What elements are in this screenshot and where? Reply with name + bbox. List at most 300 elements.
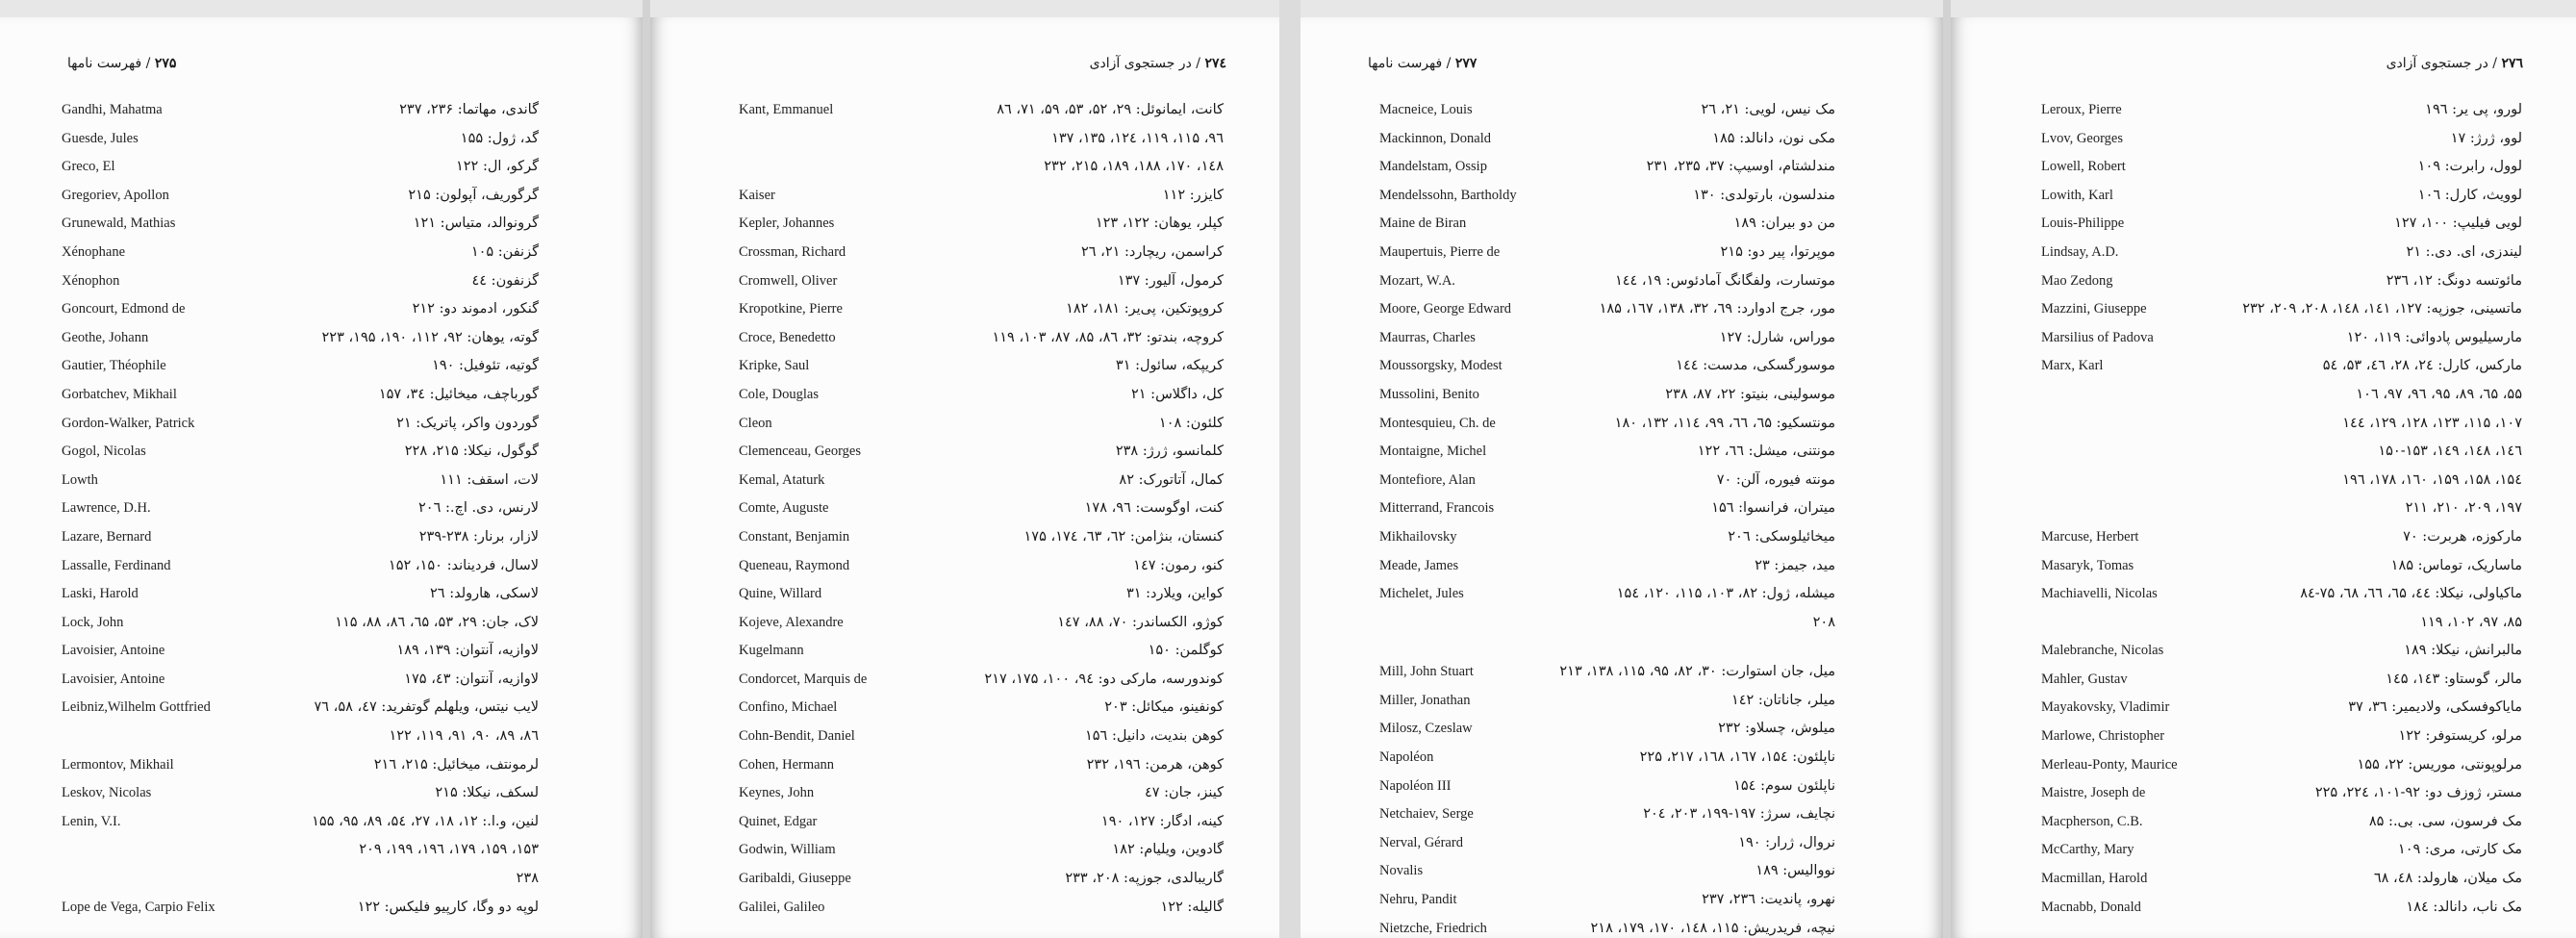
index-entry — [650, 215, 1279, 244]
latin-name: Kepler, Johannes — [739, 215, 835, 232]
persian-name-pages: کراسمن، ریچارد: ۲۱، ۲٦ — [1080, 243, 1224, 260]
index-entry — [650, 558, 1279, 587]
latin-name: Kugelmann — [739, 643, 804, 659]
persian-name-pages: نچایف، سرژ: ۱۹۷-۱۹۹، ۲۰۳، ۲۰٤ — [1643, 806, 1835, 823]
latin-name: Moore, George Edward — [1379, 301, 1512, 317]
persian-name-pages: مک میلان، هارولد: ٤۸، ٦۸ — [2373, 871, 2522, 887]
persian-name-pages: کرمول، آلیور: ۱۳۷ — [1117, 272, 1224, 289]
latin-name: Mayakovsky, Vladimir — [2041, 699, 2170, 716]
index-entry — [650, 814, 1279, 843]
index-entry — [1951, 728, 2576, 757]
index-entry — [0, 330, 643, 359]
index-entry — [650, 586, 1279, 615]
index-entry — [650, 615, 1279, 644]
persian-name-pages: ماکیاولی، نیکلا: ٤٤، ٦۵، ٦٦، ٦۸، ۷۵-۸٤ — [2300, 586, 2522, 602]
persian-name-pages: ۱۵٤، ۱۵۸، ۱۵۹، ۱٦۰، ۱۷۸، ۱۹٦ — [2342, 471, 2522, 488]
persian-name-pages: کوهن، هرمن: ۱۹٦، ۲۳۲ — [1086, 756, 1224, 773]
index-entry — [0, 814, 643, 843]
persian-name-pages: کواین، ویلارد: ۳۱ — [1125, 586, 1224, 602]
persian-name-pages: کنو، رمون: ۱٤۷ — [1133, 557, 1224, 573]
latin-name: Lvov, Georges — [2041, 130, 2123, 146]
persian-name-pages: گوردون واکر، پاتریک: ۲۱ — [396, 415, 539, 431]
latin-name: Merleau-Ponty, Maurice — [2041, 756, 2178, 773]
persian-name-pages: گاندی، مهاتما: ۲۳۶، ۲۳۷ — [399, 102, 539, 117]
index-entry — [1951, 900, 2576, 928]
index-entry — [650, 244, 1279, 273]
index-entry — [0, 472, 643, 501]
latin-name: Mahler, Gustav — [2041, 671, 2128, 687]
page-header: ۲۷٦ / در جستجوی آزادی — [2386, 56, 2523, 71]
index-entry — [0, 558, 643, 587]
persian-name-pages: مارسیلیوس پادوائی: ۱۱۹، ۱۲۰ — [2346, 329, 2522, 345]
index-entry — [1301, 500, 1943, 529]
latin-name: Mandelstam, Ossip — [1379, 159, 1487, 175]
persian-name-pages: لیندزی، ای. دی.: ۲۱ — [2406, 243, 2522, 260]
latin-name: Leroux, Pierre — [2041, 102, 2122, 117]
index-entry — [0, 301, 643, 330]
persian-name-pages: کپلر، یوهان: ۱۲۲، ۱۲۳ — [1095, 215, 1224, 232]
index-entry — [1301, 586, 1943, 615]
book-gutter — [1943, 0, 1951, 938]
latin-name: Macpherson, C.B. — [2041, 813, 2143, 829]
latin-name: Xénophane — [62, 243, 126, 260]
persian-name-pages: ناپلئون سوم: ۱۵٤ — [1733, 777, 1835, 794]
latin-name: Gregoriev, Apollon — [62, 187, 169, 203]
index-entry — [1301, 159, 1943, 188]
latin-name: Machiavelli, Nicolas — [2041, 586, 2158, 602]
index-entry — [1301, 863, 1943, 892]
persian-name-pages: ۱٤٦، ۱٤۸، ۱٤۹، ۱۵۰-۱۵۳ — [2378, 444, 2522, 460]
persian-name-pages: کلئون: ۱۰۸ — [1158, 415, 1224, 431]
latin-name: Leibniz,Wilhelm Gottfried — [62, 699, 211, 716]
latin-name: Mackinnon, Donald — [1379, 130, 1491, 146]
latin-name: McCarthy, Mary — [2041, 842, 2134, 858]
index-entries — [650, 102, 1279, 927]
persian-name-pages: کریپکه، سائول: ۳۱ — [1115, 358, 1224, 374]
index-entry — [0, 188, 643, 216]
index-entry — [650, 131, 1279, 160]
persian-name-pages: گرگوریف، آپولون: ۲۱۵ — [408, 187, 539, 203]
latin-name: Goncourt, Edmond de — [62, 301, 186, 317]
latin-name: Lindsay, A.D. — [2041, 243, 2119, 260]
index-entry — [650, 871, 1279, 900]
latin-name: Cohn-Bendit, Daniel — [739, 728, 855, 745]
index-entry — [1951, 558, 2576, 587]
scan-divider — [1279, 0, 1301, 938]
index-entry — [1951, 244, 2576, 273]
page-number: ۲۷۷ — [1454, 56, 1477, 71]
persian-name-pages: گنکور، ادموند دو: ۲۱۲ — [412, 301, 539, 317]
index-entry — [1301, 558, 1943, 587]
persian-name-pages: مک کارتی، مری: ۱۰۹ — [2397, 842, 2522, 858]
latin-name: Michelet, Jules — [1379, 586, 1464, 602]
index-entry — [650, 358, 1279, 387]
index-entry — [650, 672, 1279, 700]
persian-name-pages: گوگول، نیکلا: ۲۱۵، ۲۲۸ — [404, 444, 539, 460]
latin-name: Cleon — [739, 415, 772, 431]
index-entry — [650, 159, 1279, 188]
latin-name: Maurras, Charles — [1379, 329, 1476, 345]
latin-name: Clemenceau, Georges — [739, 444, 861, 460]
index-entry — [650, 472, 1279, 501]
persian-name-pages: لاوازیه، آنتوان: ٤۳، ۱۷۵ — [404, 671, 539, 687]
index-entry — [1951, 615, 2576, 644]
latin-name: Gandhi, Mahatma — [62, 102, 163, 117]
latin-name: Maine de Biran — [1379, 215, 1467, 232]
latin-name: Maupertuis, Pierre de — [1379, 243, 1501, 260]
latin-name: Moussorgsky, Modest — [1379, 358, 1503, 374]
index-entry — [1951, 330, 2576, 359]
index-page-277 — [1301, 17, 1943, 938]
index-entry — [1951, 529, 2576, 558]
index-entry — [1951, 785, 2576, 814]
latin-name: Nerval, Gérard — [1379, 834, 1463, 850]
index-entry — [1301, 244, 1943, 273]
index-entry — [650, 699, 1279, 728]
index-entry — [1951, 672, 2576, 700]
persian-name-pages: مستر، ژوزف دو: ۹۲-۱۰۱، ۲۲٤، ۲۲۵ — [2314, 785, 2522, 801]
index-entry — [1951, 188, 2576, 216]
index-entry — [0, 643, 643, 672]
index-entry — [1301, 387, 1943, 416]
latin-name: Geothe, Johann — [62, 329, 149, 345]
latin-name: Crossman, Richard — [739, 243, 846, 260]
entry-spacer — [1301, 643, 1943, 664]
index-entry — [1301, 273, 1943, 302]
index-entry — [650, 529, 1279, 558]
persian-name-pages: میلوش، چسلاو: ۲۳۲ — [1718, 721, 1835, 737]
persian-name-pages: کمال، آتاتورک: ۸۲ — [1119, 471, 1224, 488]
latin-name: Milosz, Czeslaw — [1379, 721, 1473, 737]
latin-name: Kant, Emmanuel — [739, 102, 834, 117]
index-entry — [1301, 778, 1943, 807]
persian-name-pages: کلمانسو، ژرژ: ۲۳۸ — [1115, 444, 1224, 460]
latin-name: Mitterrand, Francois — [1379, 500, 1495, 517]
persian-name-pages: گاریبالدی، جوزپه: ۲۰۸، ۲۳۳ — [1065, 871, 1224, 887]
persian-name-pages: لوو، ژرژ: ۱۷ — [2450, 130, 2522, 146]
latin-name: Lavoisier, Antoine — [62, 671, 165, 687]
index-entry — [0, 444, 643, 472]
latin-name: Marsilius of Padova — [2041, 329, 2154, 345]
index-entry — [0, 586, 643, 615]
index-entry — [1301, 416, 1943, 444]
latin-name: Lowith, Karl — [2041, 187, 2113, 203]
latin-name: Nehru, Pandit — [1379, 892, 1457, 908]
persian-name-pages: لاسکی، هارولد: ۲٦ — [430, 586, 539, 602]
latin-name: Mao Zedong — [2041, 272, 2113, 289]
index-entry — [1951, 358, 2576, 387]
persian-name-pages: مایاکوفسکی، ولادیمیر: ۳٦، ۳۷ — [2348, 699, 2522, 716]
index-entry — [1951, 500, 2576, 529]
page-header: ۲۷۷ / فهرست نامها — [1368, 56, 1477, 71]
persian-name-pages: لنین، و.ا.: ۱۲، ۱۸، ۲۷، ۵٤، ۸۹، ۹۵، ۱۵۵ — [312, 813, 539, 829]
persian-name-pages: ۲۳۸ — [516, 871, 539, 887]
page-header: ۲۷۵ / فهرست نامها — [67, 56, 177, 71]
persian-name-pages: ناپلئون: ۱۵٤، ۱٦۷، ۱٦۸، ۲۱۷، ۲۲۵ — [1639, 749, 1835, 766]
persian-name-pages: گزنفن: ۱۰۵ — [470, 243, 539, 260]
persian-name-pages: ماساریک، توماس: ۱۸۵ — [2390, 557, 2522, 573]
persian-name-pages: موپرتوا، پیر دو: ۲۱۵ — [1720, 243, 1835, 260]
persian-name-pages: گالیله: ۱۲۲ — [1160, 899, 1224, 915]
persian-name-pages: مک فرسون، سی. بی.: ۸۵ — [2368, 813, 2522, 829]
latin-name: Guesde, Jules — [62, 130, 139, 146]
index-entry — [1951, 586, 2576, 615]
index-entry — [1951, 643, 2576, 672]
latin-name: Marlowe, Christopher — [2041, 728, 2165, 745]
index-page-274 — [650, 17, 1279, 938]
persian-name-pages: ۱۰۷، ۱۱۵، ۱۲۳، ۱۲۸، ۱۲۹، ۱٤٤ — [2342, 415, 2522, 431]
latin-name: Comte, Auguste — [739, 500, 829, 517]
latin-name: Novalis — [1379, 863, 1424, 879]
latin-name: Lawrence, D.H. — [62, 500, 151, 517]
persian-name-pages: لوول، رابرت: ۱۰۹ — [2417, 159, 2522, 175]
persian-name-pages: مارکوزه، هربرت: ۷۰ — [2403, 528, 2522, 545]
index-entry — [650, 842, 1279, 871]
index-entry — [1301, 749, 1943, 778]
latin-name: Montefiore, Alan — [1379, 471, 1476, 488]
latin-name: Confino, Michael — [739, 699, 838, 716]
index-entry — [1951, 301, 2576, 330]
persian-name-pages: مرلوپونتی، موریس: ۲۲، ۱۵۵ — [2357, 756, 2522, 773]
persian-name-pages: موتسارت، ولفگانگ آمادئوس: ۱۹، ۱٤٤ — [1614, 272, 1835, 289]
index-entry — [1301, 835, 1943, 864]
latin-name: Lazare, Bernard — [62, 528, 152, 545]
index-entry — [0, 871, 643, 900]
latin-name: Leskov, Nicolas — [62, 785, 152, 801]
latin-name: Gogol, Nicolas — [62, 444, 146, 460]
persian-name-pages: مونتسکیو: ٦۵، ٦٦، ۹۹، ۱۱٤، ۱۳۲، ۱۸۰ — [1614, 415, 1835, 431]
latin-name: Constant, Benjamin — [739, 528, 850, 545]
persian-name-pages: لایب نیتس، ویلهلم گوتفرید: ٤۷، ۵۸، ۷٦ — [314, 699, 539, 716]
latin-name: Mikhailovsky — [1379, 528, 1457, 545]
latin-name: Nietzche, Friedrich — [1379, 920, 1487, 936]
latin-name: Lermontov, Mikhail — [62, 756, 174, 773]
index-entry — [650, 102, 1279, 131]
persian-name-pages: گرکو، ال: ۱۲۲ — [455, 159, 539, 175]
persian-name-pages: لاوازیه، آنتوان: ۱۳۹، ۱۸۹ — [396, 643, 539, 659]
latin-name: Marcuse, Herbert — [2041, 528, 2139, 545]
persian-name-pages: کوندورسه، مارکی دو: ۹٤، ۱۰۰، ۱۷۵، ۲۱۷ — [984, 671, 1224, 687]
persian-name-pages: کنت، اوگوست: ۹٦، ۱۷۸ — [1084, 500, 1224, 517]
latin-name: Cole, Douglas — [739, 386, 819, 402]
index-entry — [0, 387, 643, 416]
latin-name: Cromwell, Oliver — [739, 272, 838, 289]
index-entry — [0, 215, 643, 244]
persian-name-pages: مائوتسه دونگ: ۱۲، ۲۳٦ — [2386, 272, 2522, 289]
latin-name: Montesquieu, Ch. de — [1379, 415, 1496, 431]
index-entry — [0, 416, 643, 444]
index-entry — [1301, 301, 1943, 330]
index-entry — [650, 416, 1279, 444]
latin-name: Kripke, Saul — [739, 358, 810, 374]
persian-name-pages: لرمونتف، میخائیل: ۲۱۵، ۲۱٦ — [373, 756, 539, 773]
persian-name-pages: کوهن بندیت، دانیل: ۱۵٦ — [1084, 728, 1224, 745]
persian-name-pages: ۸۵، ۹۷، ۱۰۲، ۱۱۹ — [2420, 614, 2522, 630]
index-entry — [650, 785, 1279, 814]
latin-name: Lassalle, Ferdinand — [62, 557, 171, 573]
latin-name: Quine, Willard — [739, 586, 822, 602]
persian-name-pages: ۹٦، ۱۱۵، ۱۱۹، ۱۲٤، ۱۳۵، ۱۳۷ — [1051, 130, 1224, 146]
persian-name-pages: گورباچف، میخائیل: ۳٤، ۱۵۷ — [378, 386, 539, 402]
persian-name-pages: مونتنی، میشل: ٦٦، ۱۲۲ — [1697, 444, 1835, 460]
latin-name: Xénophon — [62, 272, 120, 289]
index-entry — [0, 358, 643, 387]
persian-name-pages: لوویث، کارل: ۱۰٦ — [2417, 187, 2522, 203]
page-number: ۲۷٦ — [2501, 56, 2523, 71]
latin-name: Mussolini, Benito — [1379, 386, 1479, 402]
latin-name: Galilei, Galileo — [739, 899, 825, 915]
latin-name: Garibaldi, Giuseppe — [739, 871, 851, 887]
index-entry — [1301, 921, 1943, 938]
persian-name-pages: کروپوتکین، پی‌یر: ۱۸۱، ۱۸۲ — [1066, 301, 1224, 317]
persian-name-pages: مالبرانش، نیکلا: ۱۸۹ — [2404, 643, 2522, 659]
latin-name: Lope de Vega, Carpio Felix — [62, 899, 215, 915]
latin-name: Kemal, Ataturk — [739, 471, 825, 488]
persian-name-pages: مندلشتام، اوسیپ: ۳۷، ۲۳۵، ۲۳۱ — [1646, 159, 1835, 175]
latin-name: Macnabb, Donald — [2041, 899, 2141, 915]
persian-name-pages: ۱۹۷، ۲۰۹، ۲۱۰، ۲۱۱ — [2405, 500, 2522, 517]
persian-name-pages: لاک، جان: ۲۹، ۵۳، ٦۵، ۸٦، ۸۸، ۱۱۵ — [335, 614, 539, 630]
persian-name-pages: لات، اسقف: ۱۱۱ — [440, 471, 539, 488]
latin-name: Mill, John Stuart — [1379, 664, 1474, 680]
index-entry — [650, 500, 1279, 529]
latin-name: Condorcet, Marquis de — [739, 671, 868, 687]
index-entry — [1951, 131, 2576, 160]
persian-name-pages: گزنفون: ٤٤ — [471, 272, 539, 289]
index-entry — [0, 672, 643, 700]
latin-name: Lock, John — [62, 614, 124, 630]
latin-name: Croce, Benedetto — [739, 329, 836, 345]
index-entry — [0, 699, 643, 728]
persian-name-pages: گادوین، ویلیام: ۱۸۲ — [1112, 842, 1224, 858]
persian-name-pages: موسولینی، بنیتو: ۲۲، ۸۷، ۲۳۸ — [1665, 386, 1835, 402]
index-entry — [1951, 871, 2576, 900]
persian-name-pages: ۲۰۸ — [1812, 614, 1835, 630]
latin-name: Grunewald, Mathias — [62, 215, 176, 232]
index-entry — [1951, 416, 2576, 444]
latin-name: Greco, El — [62, 159, 115, 175]
latin-name: Cohen, Hermann — [739, 756, 835, 773]
index-entry — [0, 273, 643, 302]
index-entry — [1951, 273, 2576, 302]
latin-name: Lavoisier, Antoine — [62, 643, 165, 659]
persian-name-pages: نروال، ژرار: ۱۹۰ — [1738, 834, 1835, 850]
persian-name-pages: مکی نون، دانالد: ۱۸۵ — [1712, 130, 1835, 146]
index-entry — [1951, 387, 2576, 416]
index-entry — [0, 529, 643, 558]
index-entry — [0, 842, 643, 871]
index-entry — [0, 728, 643, 757]
index-entry — [0, 244, 643, 273]
index-entry — [0, 785, 643, 814]
persian-name-pages: کوژو، الکساندر: ۷۰، ۸۸، ۱٤۷ — [1057, 614, 1224, 630]
index-entry — [1301, 664, 1943, 693]
running-title: فهرست نامها — [67, 56, 142, 71]
latin-name: Miller, Jonathan — [1379, 692, 1471, 708]
latin-name: Mazzini, Giuseppe — [2041, 301, 2147, 317]
persian-name-pages: کوگلمن: ۱۵۰ — [1148, 643, 1224, 659]
index-entries — [1951, 102, 2576, 927]
latin-name: Masaryk, Tomas — [2041, 557, 2134, 573]
index-entry — [1951, 215, 2576, 244]
persian-name-pages: میلر، جاناتان: ۱٤۲ — [1730, 692, 1835, 708]
persian-name-pages: نووالیس: ۱۸۹ — [1755, 863, 1835, 879]
persian-name-pages: کنستان، بنژامن: ٦۲، ٦۳، ۱۷٤، ۱۷۵ — [1023, 528, 1224, 545]
persian-name-pages: میتران، فرانسوا: ۱۵٦ — [1711, 500, 1835, 517]
persian-name-pages: کایزر: ۱۱۲ — [1162, 187, 1224, 203]
persian-name-pages: ۸٦، ۸۹، ۹۰، ۹۱، ۱۱۹، ۱۲۲ — [389, 728, 539, 745]
persian-name-pages: گوته، یوهان: ۹۲، ۱۱۲، ۱۹۰، ۱۹۵، ۲۲۳ — [321, 329, 539, 345]
persian-name-pages: میشله، ژول: ۸۲، ۱۰۳، ۱۱۵، ۱۲۰، ۱۵٤ — [1616, 586, 1835, 602]
persian-name-pages: کل، داگلاس: ۲۱ — [1131, 386, 1224, 402]
latin-name: Kropotkine, Pierre — [739, 301, 843, 317]
index-entry — [1301, 131, 1943, 160]
persian-name-pages: لسکف، نیکلا: ۲۱۵ — [435, 785, 539, 801]
latin-name: Gordon-Walker, Patrick — [62, 415, 195, 431]
persian-name-pages: ۵۵، ٦۵، ۸۹، ۹۵، ۹٦، ۹۷، ۱۰٦ — [2356, 386, 2522, 402]
latin-name: Gautier, Théophile — [62, 358, 166, 374]
latin-name: Queneau, Raymond — [739, 557, 850, 573]
persian-name-pages: میخائیلوسکی: ۲۰٦ — [1728, 528, 1835, 545]
index-entry — [1301, 615, 1943, 644]
latin-name: Laski, Harold — [62, 586, 139, 602]
persian-name-pages: مک ناب، دانالد: ۱۸٤ — [2406, 899, 2522, 915]
latin-name: Gorbatchev, Mikhail — [62, 386, 177, 402]
persian-name-pages: لویی فیلیپ: ۱۰۰، ۱۲۷ — [2394, 215, 2522, 232]
index-entry — [650, 728, 1279, 757]
index-entry — [650, 387, 1279, 416]
persian-name-pages: لاسال، فردیناند: ۱۵۰، ۱۵۲ — [388, 557, 539, 573]
latin-name: Keynes, John — [739, 785, 815, 801]
latin-name: Malebranche, Nicolas — [2041, 643, 2164, 659]
latin-name: Lowell, Robert — [2041, 159, 2126, 175]
index-entry — [650, 301, 1279, 330]
book-gutter — [643, 0, 650, 938]
persian-name-pages: ۱۵۳، ۱۵۹، ۱۷۹، ۱۹٦، ۱۹۹، ۲۰۹ — [359, 842, 539, 858]
persian-name-pages: گوتیه، تئوفیل: ۱۹۰ — [432, 358, 539, 374]
index-page-275 — [0, 17, 643, 938]
persian-name-pages: لورو، پی یر: ۱۹٦ — [2425, 102, 2522, 117]
index-entry — [1951, 102, 2576, 131]
latin-name: Quinet, Edgar — [739, 813, 818, 829]
latin-name: Lowth — [62, 471, 98, 488]
latin-name: Mendelssohn, Bartholdy — [1379, 187, 1517, 203]
latin-name: Maistre, Joseph de — [2041, 785, 2146, 801]
persian-name-pages: کانت، ایمانوئل: ۲۹، ۵۲، ۵۳، ۵۹، ۷۱، ۸٦ — [997, 102, 1224, 117]
page-number: ۲۷۵ — [154, 56, 177, 71]
latin-name: Godwin, William — [739, 842, 836, 858]
index-entry — [650, 444, 1279, 472]
page-header: ۲۷٤ / در جستجوی آزادی — [1089, 56, 1226, 71]
index-entry — [1301, 444, 1943, 472]
latin-name: Kaiser — [739, 187, 775, 203]
index-entry — [1951, 842, 2576, 871]
persian-name-pages: لازار، برنار: ۲۳۸-۲۳۹ — [418, 528, 539, 545]
index-entry — [0, 159, 643, 188]
persian-name-pages: موراس، شارل: ۱۲۷ — [1719, 329, 1835, 345]
persian-name-pages: مور، جرج ادوارد: ٦۹، ۳۲، ۱۳۸، ۱٦۷، ۱۸۵ — [1599, 301, 1835, 317]
index-entry — [650, 643, 1279, 672]
index-entry — [0, 900, 643, 928]
persian-name-pages: مک نیس، لویی: ۲۱، ۲٦ — [1701, 102, 1835, 117]
index-entry — [1301, 102, 1943, 131]
index-entry — [0, 500, 643, 529]
persian-name-pages: میل، جان استوارت: ۳۰، ۸۲، ۹۵، ۱۱۵، ۱۳۸، ۲۱۳ — [1559, 664, 1835, 680]
latin-name: Meade, James — [1379, 557, 1459, 573]
index-entry — [1301, 693, 1943, 722]
index-entry — [1951, 472, 2576, 501]
index-entry — [650, 757, 1279, 786]
